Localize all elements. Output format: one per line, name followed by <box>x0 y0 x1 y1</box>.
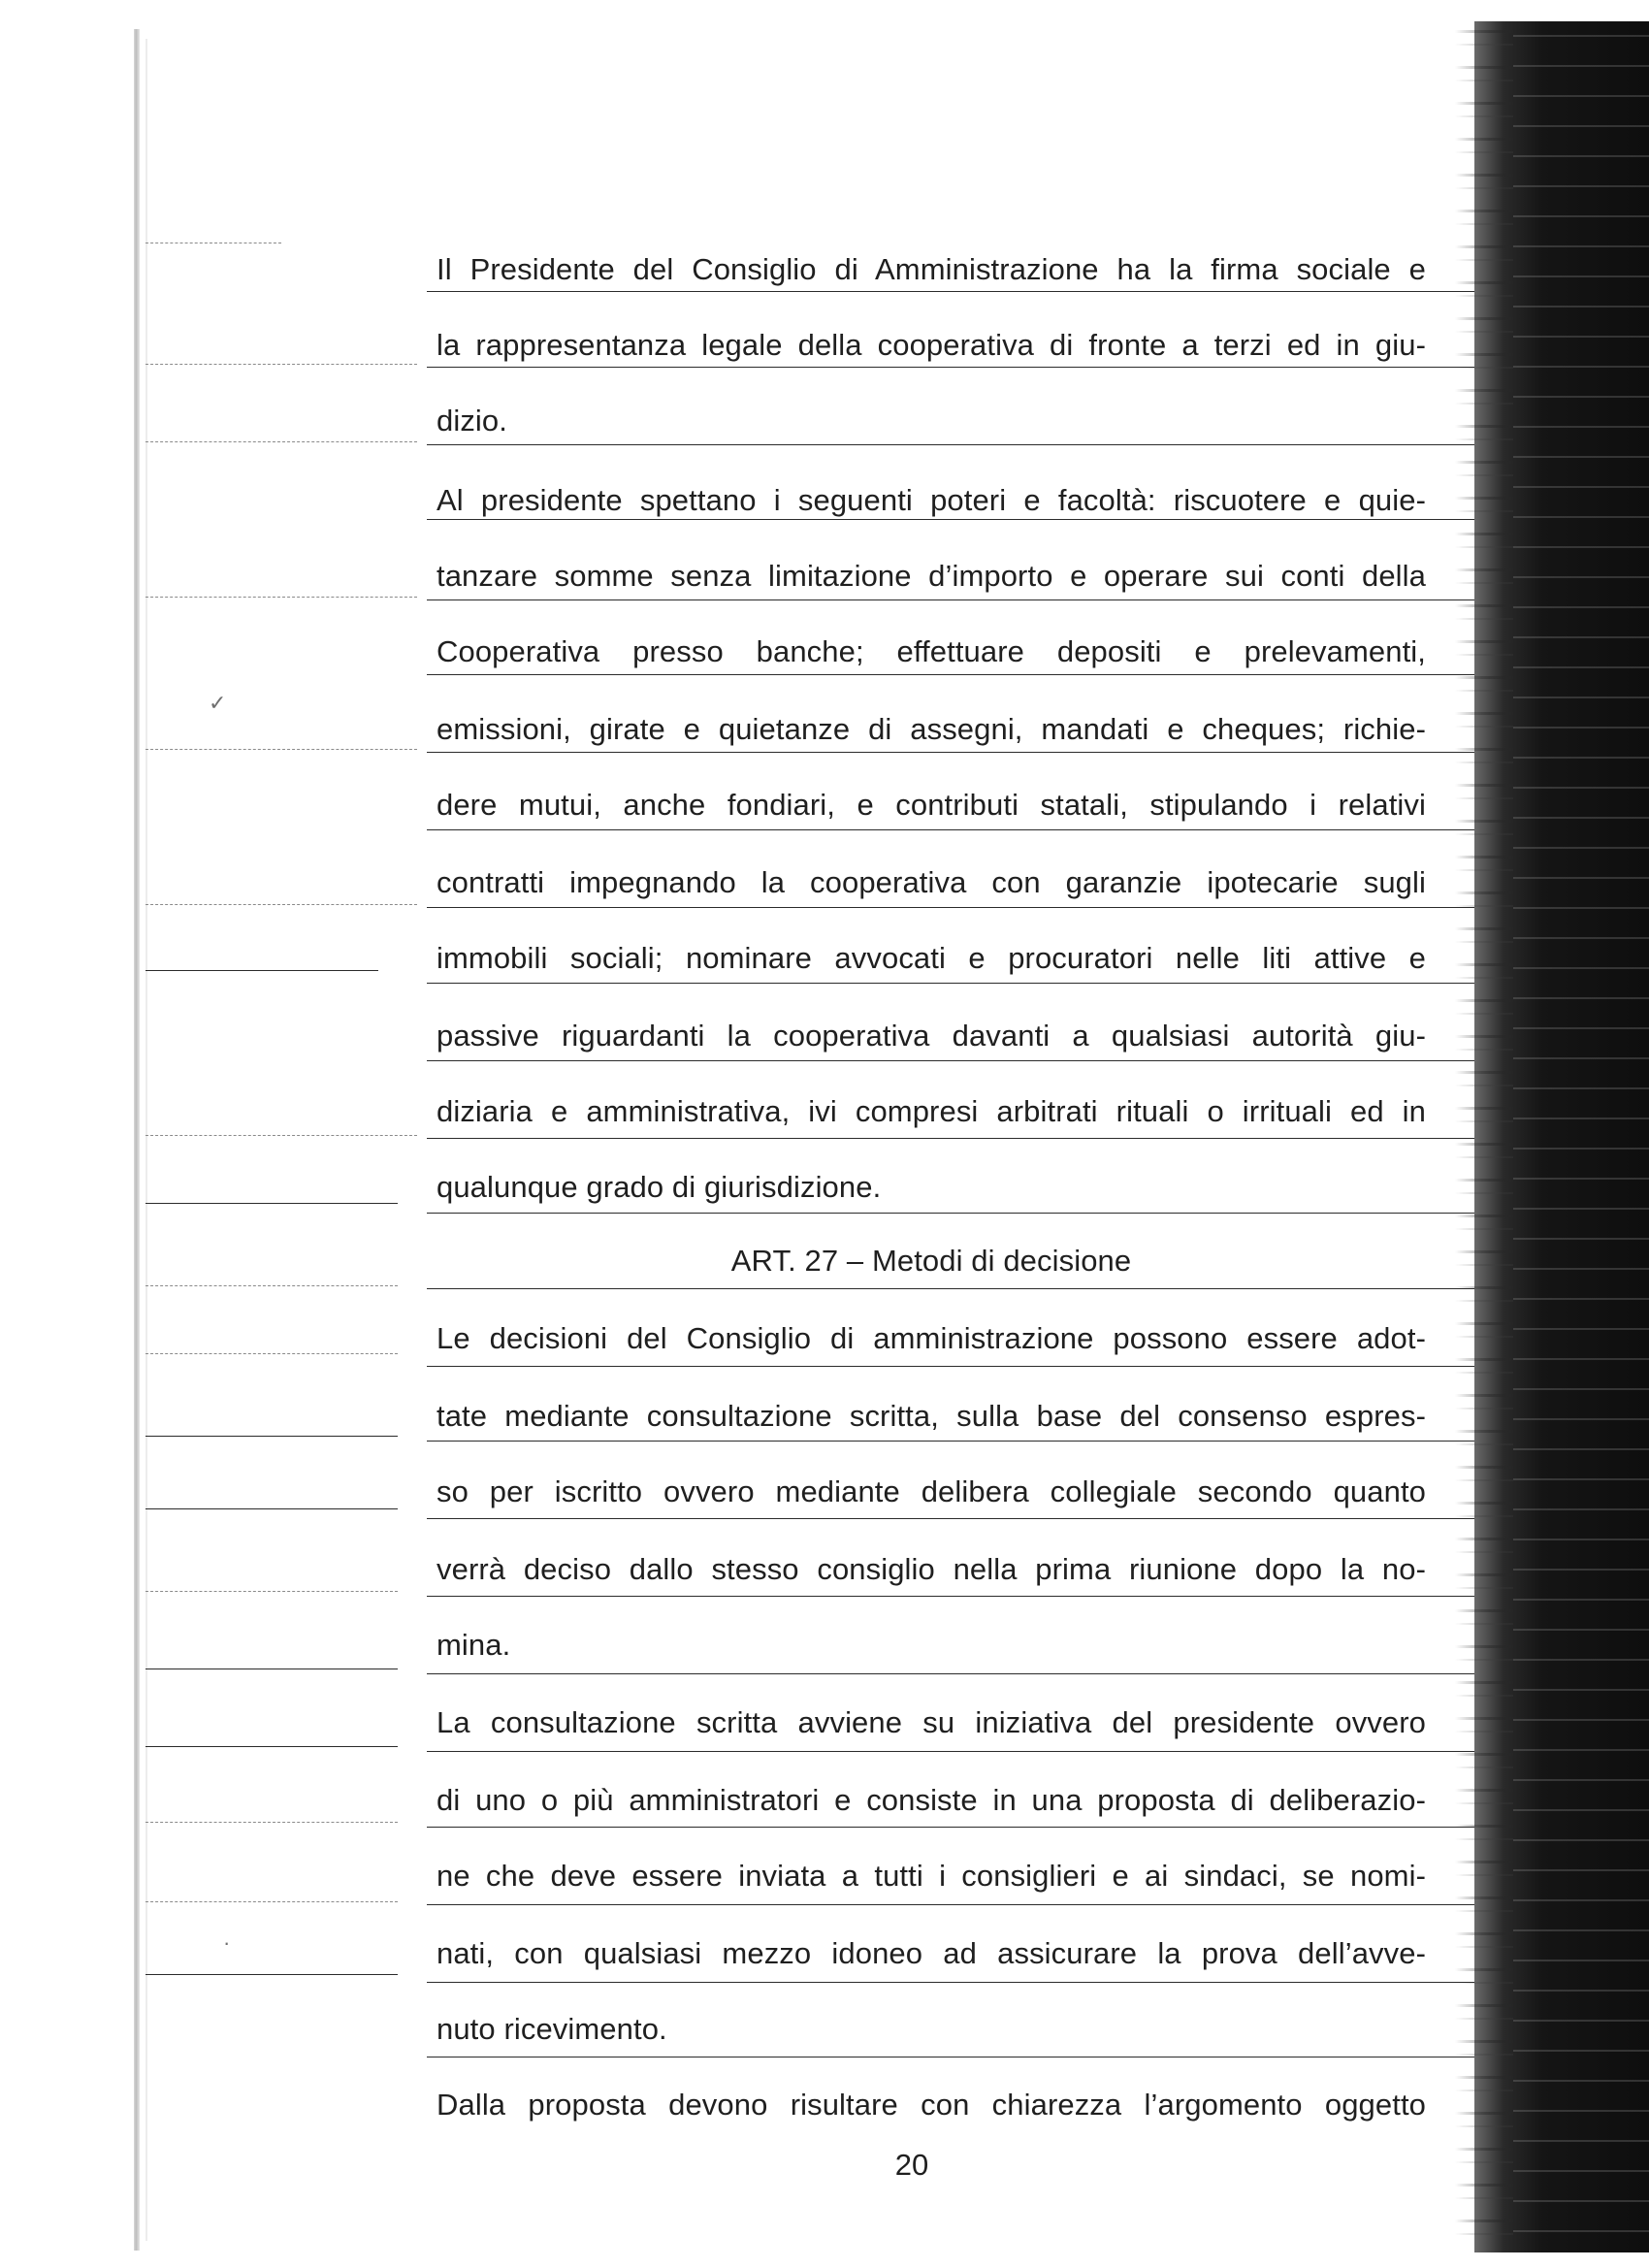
text-line: di uno o più amministratori e consiste in una proposta di deliberazio- <box>436 1783 1426 1817</box>
text-line: contratti impegnando la cooperativa con garanzie ipotecarie sugli <box>436 865 1426 899</box>
text-line: la rappresentanza legale della cooperativa di fronte a terzi ed in giu- <box>436 328 1426 362</box>
text-line: ne che deve essere inviata a tutti i consiglieri e ai sindaci, se nomi- <box>436 1859 1426 1893</box>
stray-mark: ✓ <box>209 691 227 715</box>
text-line: nati, con qualsiasi mezzo idoneo ad assicurare la prova dell’avve- <box>436 1936 1426 1970</box>
text-line: qualunque grado di giurisdizione. <box>436 1170 882 1204</box>
scanner-ragged-edge <box>1455 21 1513 2252</box>
text-line: Il Presidente del Consiglio di Amministrazione ha la firma sociale e <box>436 252 1426 286</box>
text-line: immobili sociali; nominare avvocati e procuratori nelle liti attive e <box>436 941 1426 975</box>
text-line: mina. <box>436 1628 511 1662</box>
article-heading: ART. 27 – Metodi di decisione <box>730 1244 1132 1278</box>
text-line: Le decisioni del Consiglio di amministrazione possono essere adot- <box>436 1321 1426 1355</box>
scanner-speckle <box>1513 21 1649 2252</box>
binding-edge <box>134 29 140 2251</box>
page-number: 20 <box>894 2148 929 2182</box>
text-line: diziaria e amministrativa, ivi compresi arbitrati rituali o irrituali ed in <box>436 1094 1426 1128</box>
text-line: tate mediante consultazione scritta, sulla base del consenso espres- <box>436 1399 1426 1433</box>
text-line: dere mutui, anche fondiari, e contributi statali, stipulando i relativi <box>436 788 1426 822</box>
text-line: dizio. <box>436 404 507 437</box>
text-line: La consultazione scritta avviene su iniziativa del presidente ovvero <box>436 1705 1426 1739</box>
stray-mark: · <box>223 1930 231 1955</box>
text-line: Al presidente spettano i seguenti poteri e facoltà: riscuotere e quie- <box>436 483 1426 517</box>
text-line: nuto ricevimento. <box>436 2012 667 2046</box>
text-line: passive riguardanti la cooperativa davanti a qualsiasi autorità giu- <box>436 1019 1426 1053</box>
text-line: emissioni, girate e quietanze di assegni, mandati e cheques; richie- <box>436 712 1426 746</box>
text-line: Cooperativa presso banche; effettuare depositi e prelevamenti, <box>436 634 1426 668</box>
text-line: so per iscritto ovvero mediante delibera collegiale secondo quanto <box>436 1474 1426 1508</box>
text-line: Dalla proposta devono risultare con chiarezza l’argomento oggetto <box>436 2088 1426 2122</box>
binding-edge-shadow <box>146 39 147 2241</box>
text-line: verrà deciso dallo stesso consiglio nella prima riunione dopo la no- <box>436 1552 1426 1586</box>
text-line: tanzare somme senza limitazione d’importo e operare sui conti della <box>436 559 1426 593</box>
